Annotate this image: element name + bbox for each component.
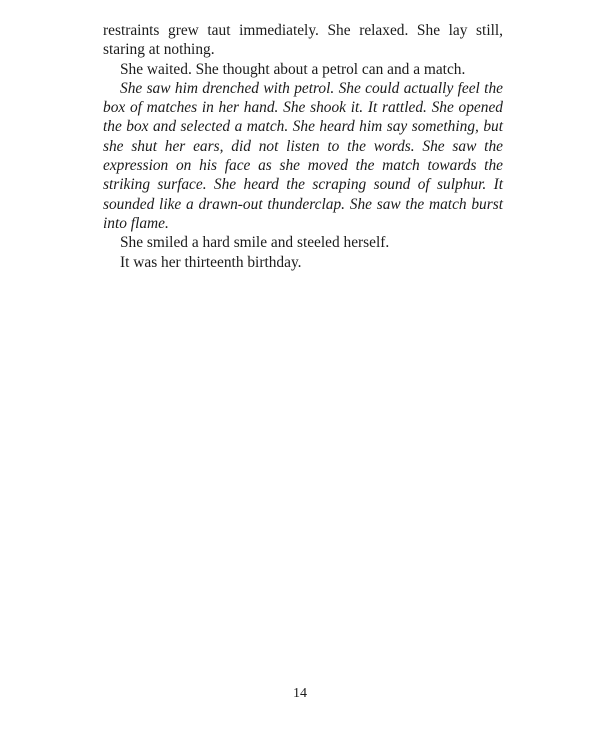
paragraph-italic-vision: She saw him drenched with petrol. She could actually feel the box of matches in her hand. She shook it. It rattled. She opened the box and selected a match. She heard him say something, but she shut her ears, did not listen to the words. She saw the expression on his face as she moved the match towards the striking surface. She heard the scraping sound of sulphur. It sounded like a drawn-out thunderclap. She saw the match burst into flame. xyxy=(103,79,503,232)
body-text xyxy=(103,21,503,272)
paragraph-waited: She waited. She thought about a petrol can and a match. xyxy=(120,60,466,78)
paragraph-smiled: She smiled a hard smile and steeled herself. xyxy=(120,234,390,252)
page-number: 14 xyxy=(293,686,307,701)
paragraph-birthday: It was her thirteenth birthday. xyxy=(120,253,302,271)
paragraph-continuation: restraints grew taut immediately. She relaxed. She lay still, staring at nothing. xyxy=(103,22,503,59)
